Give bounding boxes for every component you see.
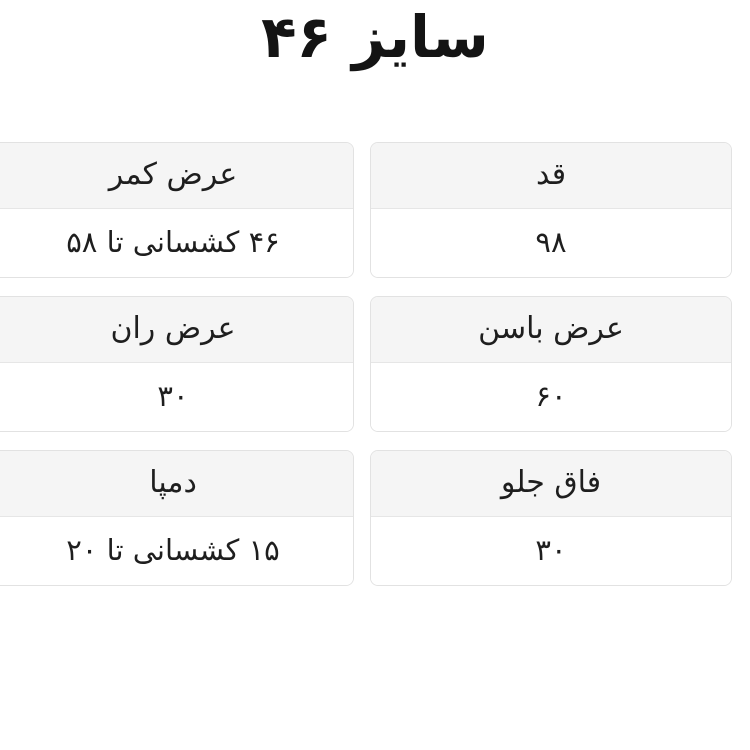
measurement-card <box>0 142 354 278</box>
measurement-value: ۴۶ کشسانی تا ۵۸ <box>0 209 353 277</box>
measurement-value: ۹۸ <box>371 209 731 277</box>
measurement-label: عرض کمر <box>0 143 353 209</box>
measurement-value: ۳۰ <box>0 363 353 431</box>
measurement-label: عرض ران <box>0 297 353 363</box>
measurements-grid <box>0 142 732 586</box>
measurement-card <box>370 296 732 432</box>
measurement-value: ۳۰ <box>371 517 731 585</box>
measurement-card <box>370 450 732 586</box>
measurement-label: عرض باسن <box>371 297 731 363</box>
measurement-card <box>0 296 354 432</box>
measurement-value: ۶۰ <box>371 363 731 431</box>
measurement-card <box>370 142 732 278</box>
page-title: سایز ۴۶ <box>261 3 489 71</box>
measurement-label: دمپا <box>0 451 353 517</box>
measurement-card <box>0 450 354 586</box>
measurement-label: قد <box>371 143 731 209</box>
measurement-label: فاق جلو <box>371 451 731 517</box>
measurement-value: ۱۵ کشسانی تا ۲۰ <box>0 517 353 585</box>
